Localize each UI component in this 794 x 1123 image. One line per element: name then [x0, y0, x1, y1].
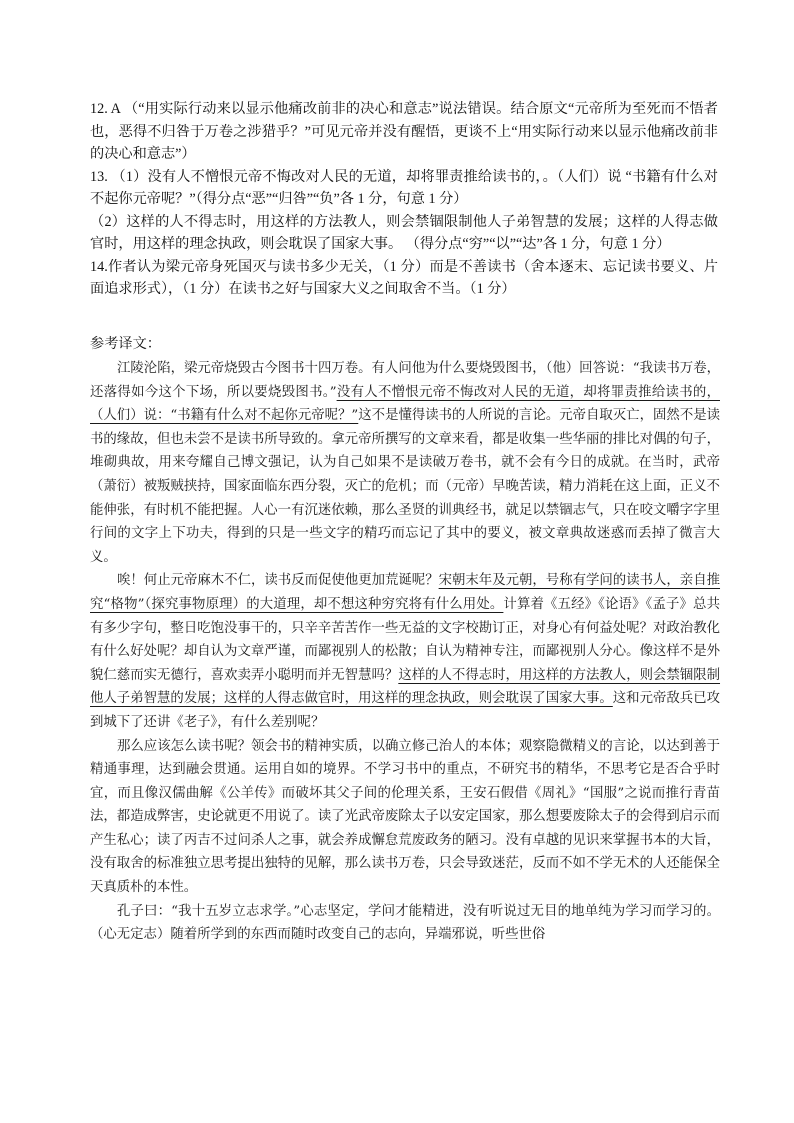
translation-paragraph-1	[90, 357, 720, 569]
answer-12: 12. A （“用实际行动来以显示他痛改前非的决心和意志”说法错误。结合原文“元帝所为至死而不悟者也，恶得不归咎于万卷之涉猎乎？”可见元帝并没有醒悟，更谈不上“用实际行动来以显示他痛改前非的决心和意志”）	[90, 101, 718, 162]
underlined-translation-sentence: 宋朝末年及元朝，号称有学问的读书人，亲自推究“格物”（探究事物原理）的大道理，却不想这种穷究将有什么用处。	[90, 573, 721, 612]
translation-section	[90, 357, 720, 947]
answers-section	[90, 98, 718, 301]
translation-text: 这不是懂得读书的人所说的言论。元帝自取灭亡，固然不是读书的缘故，但也未尝不是读书所导致的。拿元帝所撰写的文章来看，都是收集一些华丽的排比对偶的句子，堆砌典故，用来夸耀自己博文强记，认为自己如果不是读破万卷书，就不会有今日的成就。在当时，武帝（萧衍）被叛贼挟持，国家面临东西分裂，灭亡的危机；而（元帝）早晚苦读，精力消耗在这上面，正义不能伸张，有时机不能把握。人心一有沉迷依赖，那么圣贤的训典经书，就足以禁锢志气，只在咬文嚼字字里行间的文字上下功夫，得到的只是一些文字的精巧而忘记了其中的要义，被文章典故迷惑而丢掉了微言大义。	[90, 408, 720, 565]
underlined-translation-sentence: 这样的人不得志时，用这样的方法教人，则会禁锢限制他人子弟智慧的发展；这样的人得志做官时，用这样的理念执政，则会耽误了国家大事。	[90, 667, 721, 707]
underlined-translation-sentence: 没有人不憎恨元帝不悔改对人民的无道，却将罪责推给读书的，（人们）说：“书籍有什么对不起你元帝呢？”	[90, 384, 720, 424]
translation-paragraph-4: 孔子曰：“我十五岁立志求学。”心志坚定，学问才能精进，没有听说过无目的地单纯为学习而学习的。（心无定志）随着所学到的东西而随时改变自己的志向，异端邪说，听些世俗	[90, 903, 720, 943]
answer-13-2: （2）这样的人不得志时，用这样的方法教人，则会禁锢限制他人子弟智慧的发展；这样的人得志做官时，用这样的理念执政，则会耽误了国家大事。 （得分点“穷”“以”“达”各 1 分，句意 1 分）	[90, 213, 718, 252]
reference-translation-label: 参考译文：	[90, 336, 161, 352]
translation-text: 计算着《五经》《论语》《孟子》总共有多少字句，整日吃饱没事干的，只辛辛苦苦作一些无益的文字校勘订正，对身心有何益处呢？对政治教化有什么好处呢？却自认为文章严谨，而鄙视别人的松散；自认为精神专注，而鄙视别人分心。像这样不是外貌仁慈而实无德行，喜欢卖弄小聪明而并无智慧吗？	[90, 596, 720, 683]
answer-13-1: 13. （1）没有人不憎恨元帝不悔改对人民的无道，却将罪责推给读书的，。（人们）说 “书籍有什么对不起你元帝呢？”（得分点“恶”“归咎”“负”各 1 分，句意 1 分）	[90, 168, 718, 207]
translation-text: 这和元帝敌兵已攻到城下了还讲《老子》，有什么差别呢？	[90, 691, 721, 730]
translation-text: 唉！何止元帝麻木不仁，读书反而促使他更加荒诞呢？	[117, 573, 439, 589]
translation-text: 江陵沦陷，梁元帝烧毁古今图书十四万卷。有人问他为什么要烧毁图书，（他）回答说：“我读书万卷，还落得如今这个下场，所以要烧毁图书。”	[90, 361, 720, 400]
translation-paragraph-2	[90, 569, 720, 734]
answer-14: 14.作者认为梁元帝身死国灭与读书多少无关，（1 分）而是不善读书（舍本逐末、忘记读书要义、片面追求形式），（1 分）在读书之好与国家大义之间取舍不当。（1 分）	[90, 258, 718, 297]
translation-paragraph-3: 那么应该怎么读书呢？领会书的精神实质，以确立修己治人的本体；观察隐微精义的言论，以达到善于精通事理，达到融会贯通。运用自如的境界。不学习书中的重点，不研究书的精华，不思考它是否合乎时宜，而且像汉儒曲解《公羊传》而破坏其父子间的伦理关系，王安石假借《周礼》“国服”之说而推行青苗法，都造成弊害，史论就更不用说了。读了光武帝废除太子以安定国家，那么想要废除太子的会得到启示而产生私心；读了丙吉不过问杀人之事，就会养成懈怠荒废政务的陋习。没有卓越的见识来掌握书本的大旨，没有取舍的标准独立思考提出独特的见解，那么读书万卷，只会导致迷茫，反而不如不学无术的人还能保全天真质朴的本性。	[90, 738, 720, 896]
